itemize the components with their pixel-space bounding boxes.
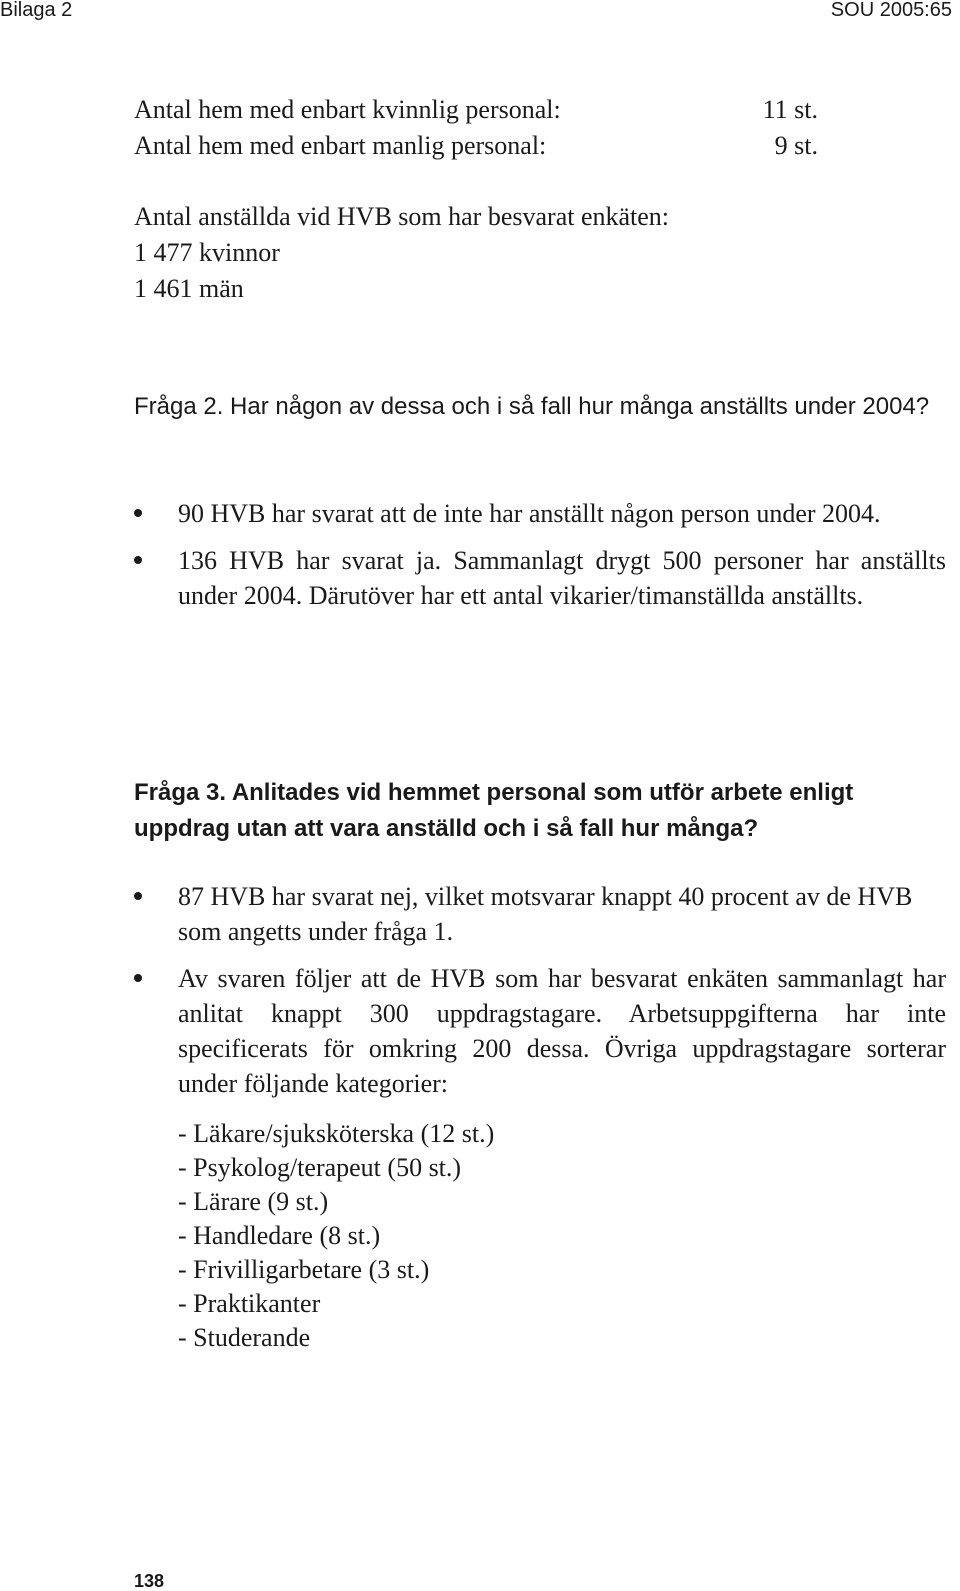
category-list — [178, 1117, 494, 1355]
homes-female-row — [134, 92, 818, 128]
list-item-text: 90 HVB har svarat att de inte har anställt någon person under 2004. — [178, 499, 881, 528]
category-item: - Lärare (9 st.) — [178, 1187, 329, 1216]
list-item — [134, 496, 946, 531]
running-header — [0, 0, 960, 20]
homes-male-value: 9 st. — [774, 131, 818, 160]
category-item: - Frivilligarbetare (3 st.) — [178, 1255, 430, 1284]
question-2-bullets — [134, 496, 946, 625]
list-item — [134, 961, 946, 1101]
category-item: - Handledare (8 st.) — [178, 1221, 381, 1250]
employees-summary — [134, 199, 894, 307]
header-report-id: SOU 2005:65 — [830, 0, 952, 21]
question-3-bullets — [134, 879, 946, 1113]
list-item-text: 87 HVB har svarat nej, vilket motsvarar knappt 40 procent av de HVB som angetts under fråga 1. — [178, 882, 913, 946]
bullet-icon — [134, 509, 142, 517]
homes-summary — [134, 92, 818, 164]
homes-male-label: Antal hem med enbart manlig personal: — [134, 131, 547, 160]
header-appendix-label: Bilaga 2 — [0, 0, 73, 21]
question-2-heading: Fråga 2. Har någon av dessa och i så fall hur många anställts under 2004? — [134, 393, 930, 420]
list-item — [134, 543, 946, 613]
list-item — [134, 879, 946, 949]
list-item-text: 136 HVB har svarat ja. Sammanlagt drygt 500 personer har anställts under 2004. Därutöver har ett antal vikarier/timanställda anställts. — [178, 546, 946, 610]
category-item: - Praktikanter — [178, 1289, 321, 1318]
category-item: - Psykolog/terapeut (50 st.) — [178, 1153, 462, 1182]
question-3-heading: Fråga 3. Anlitades vid hemmet personal som utför arbete enligt uppdrag utan att vara anställd och i så fall hur många? — [134, 779, 854, 842]
homes-male-row — [134, 128, 818, 164]
page-number: 138 — [134, 1571, 165, 1591]
employees-men: 1 461 män — [134, 274, 244, 303]
employees-women: 1 477 kvinnor — [134, 238, 280, 267]
bullet-icon — [134, 974, 142, 982]
category-item: - Läkare/sjuksköterska (12 st.) — [178, 1119, 495, 1148]
employees-heading: Antal anställda vid HVB som har besvarat enkäten: — [134, 202, 670, 231]
category-item: - Studerande — [178, 1323, 311, 1352]
homes-female-value: 11 st. — [762, 95, 818, 124]
list-item-text: Av svaren följer att de HVB som har besvarat enkäten sammanlagt har anlitat knappt 300 uppdragstagare. Arbetsuppgifterna har inte specificerats för omkring 200 dessa. Övriga uppdragstagare sorterar under följande kategorier: — [178, 964, 946, 1098]
bullet-icon — [134, 556, 142, 564]
bullet-icon — [134, 892, 142, 900]
homes-female-label: Antal hem med enbart kvinnlig personal: — [134, 95, 561, 124]
